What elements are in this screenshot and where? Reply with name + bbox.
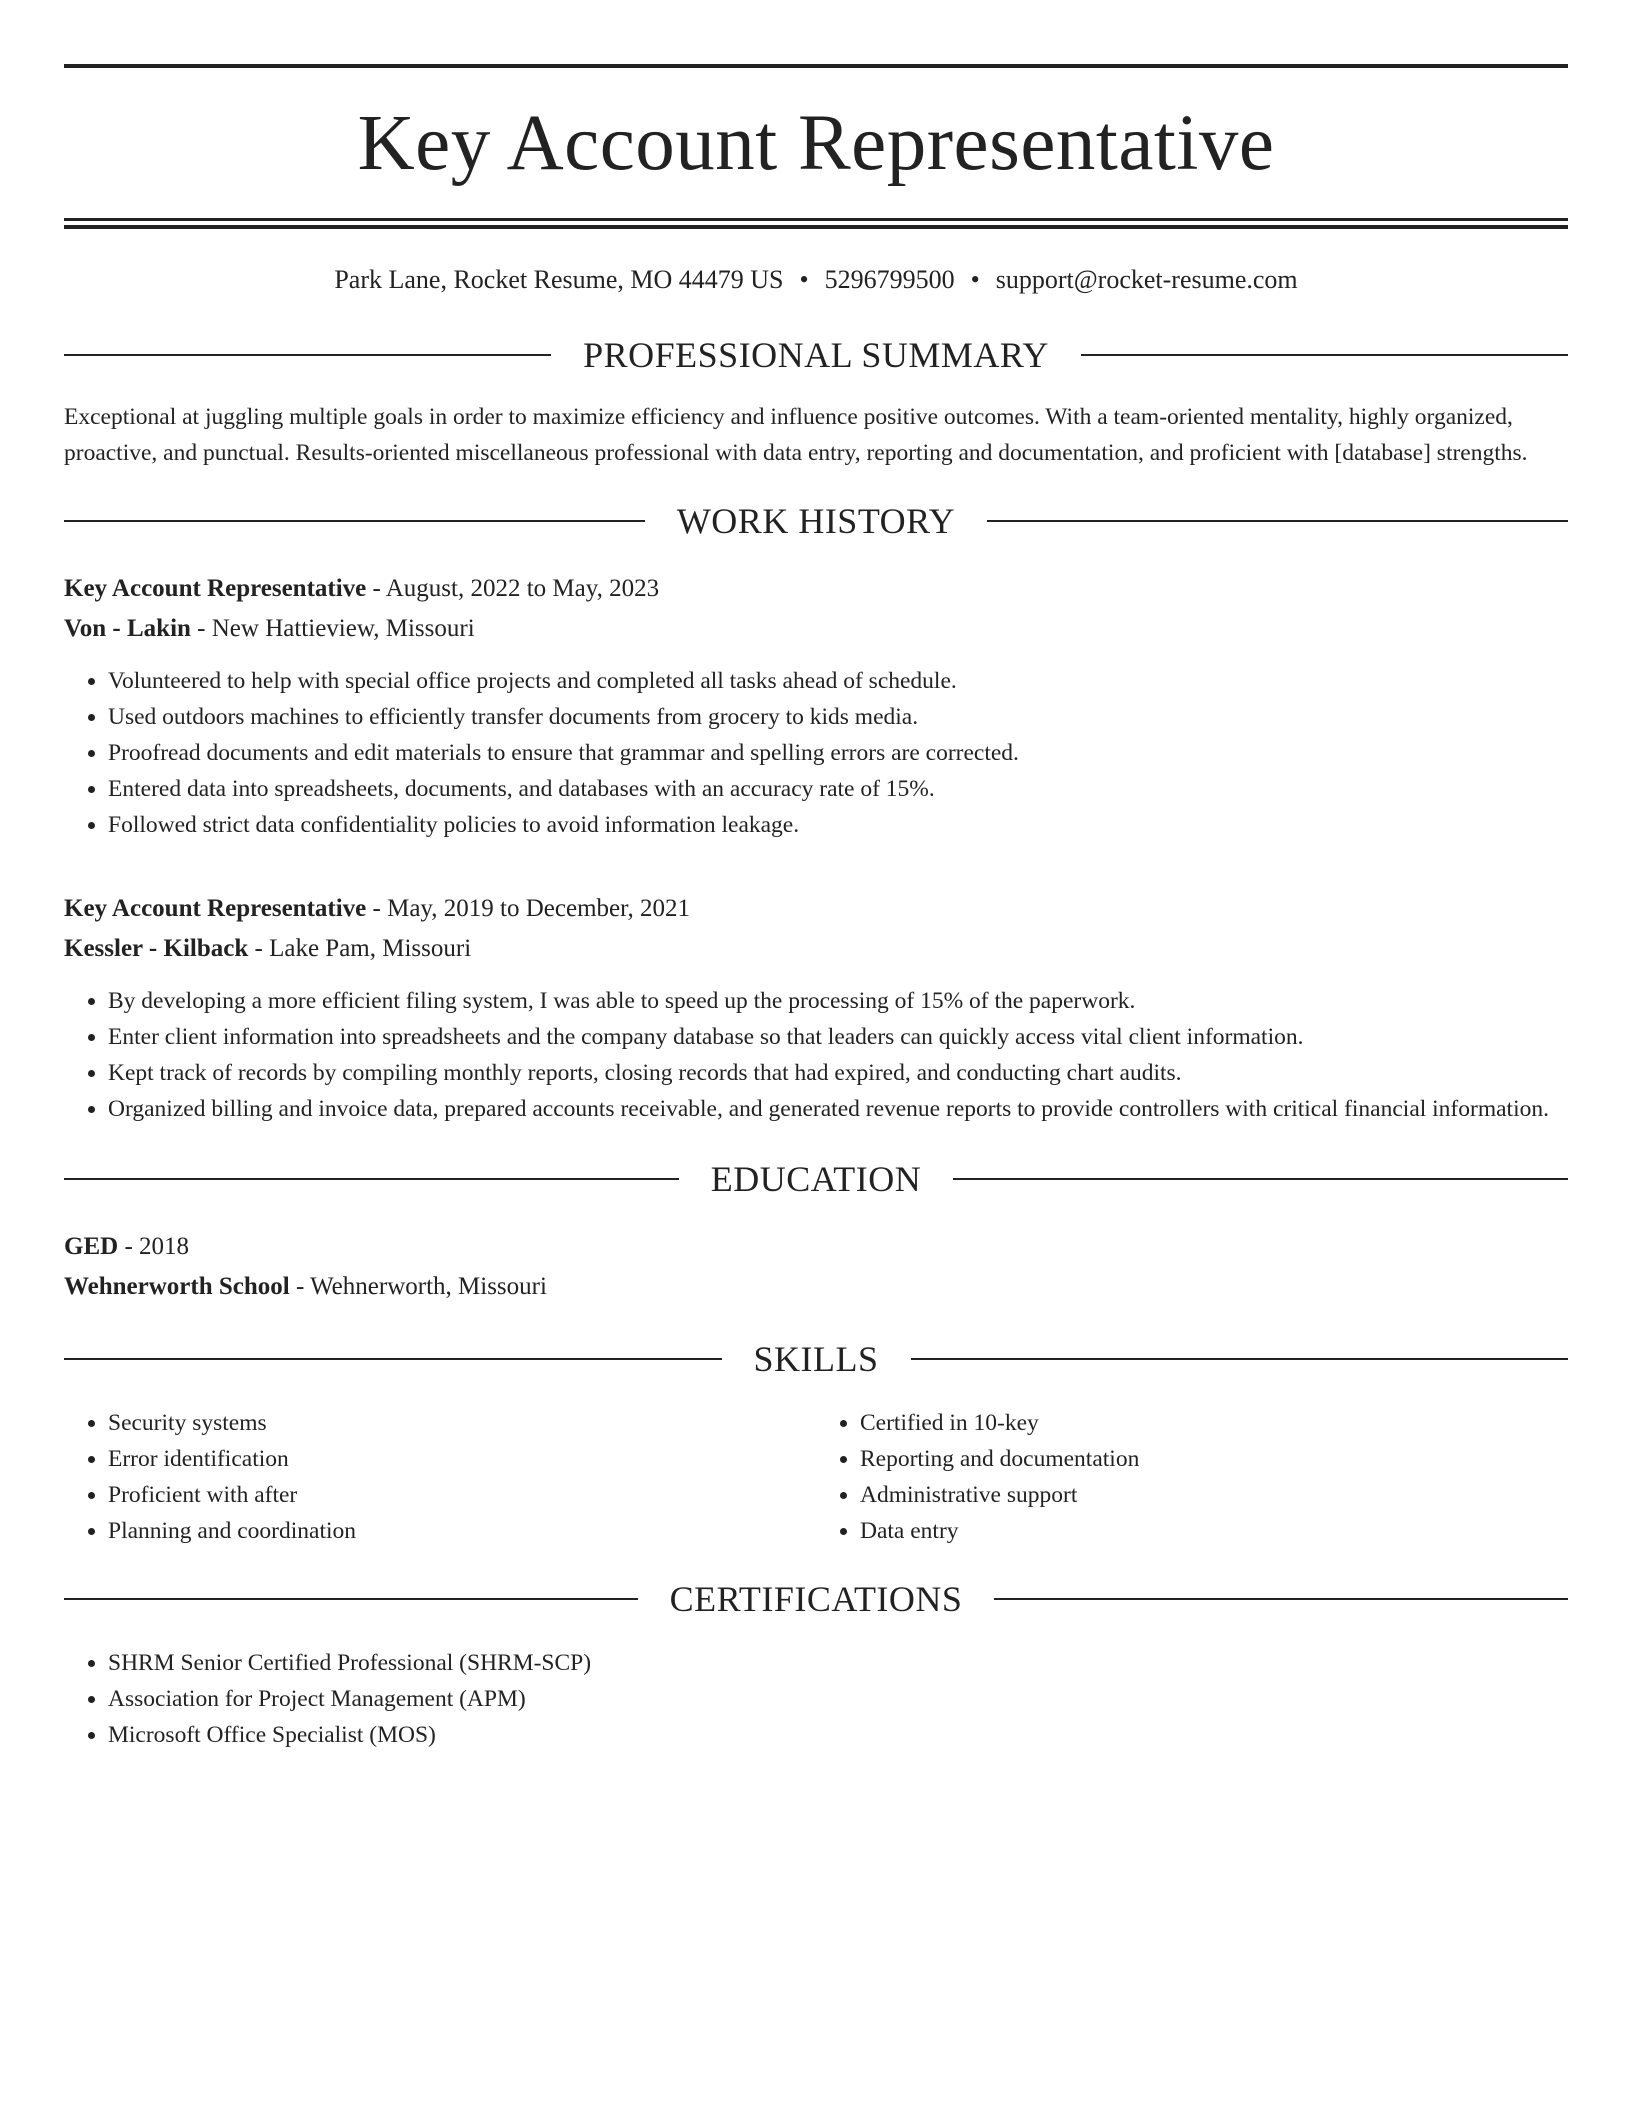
list-item: • Association for Project Management (APM) — [108, 1681, 1568, 1717]
skills-list — [64, 1405, 1568, 1549]
education-degree: GED — [64, 1233, 119, 1260]
top-rule — [64, 64, 1568, 68]
job-location: - Lake Pam, Missouri — [248, 935, 472, 962]
resume-title: Key Account Representative — [357, 100, 1275, 187]
heading-rule-left — [64, 354, 551, 356]
education-entry — [64, 1227, 1568, 1307]
contact-address: Park Lane, Rocket Resume, MO 44479 US — [334, 265, 784, 294]
heading-rule-left — [64, 520, 645, 522]
list-item: • By developing a more efficient filing system, I was able to speed up the processing of 15% of the paperwork. — [108, 983, 1568, 1019]
list-item: • Reporting and documentation — [860, 1441, 1568, 1477]
list-item: • Enter client information into spreadsheets and the company database so that leaders can quickly access vital client information. — [108, 1019, 1568, 1055]
education-location: - Wehnerworth, Missouri — [289, 1273, 547, 1300]
section-heading-summary — [64, 333, 1568, 377]
job-entry — [64, 889, 1568, 1127]
list-item: • Volunteered to help with special office projects and completed all tasks ahead of schedule. — [108, 663, 1568, 699]
contact-phone: 5296799500 — [824, 265, 955, 294]
certifications-list — [64, 1645, 1568, 1753]
list-item: • Proficient with after — [108, 1477, 816, 1513]
list-item: • Followed strict data confidentiality policies to avoid information leakage. — [108, 807, 1568, 843]
section-heading-certifications — [64, 1577, 1568, 1621]
job-dates: - May, 2019 to December, 2021 — [366, 895, 690, 922]
certifications-items — [64, 1645, 1568, 1753]
contact-separator: • — [970, 265, 980, 294]
contact-line — [64, 263, 1568, 297]
work-heading: WORK HISTORY — [676, 501, 956, 541]
list-item: • Entered data into spreadsheets, documents, and databases with an accuracy rate of 15%. — [108, 771, 1568, 807]
job-company-line — [64, 609, 1568, 649]
heading-rule-right — [953, 1178, 1568, 1180]
job-company: Von - Lakin — [64, 615, 191, 642]
heading-rule-right — [1081, 354, 1568, 356]
summary-heading: PROFESSIONAL SUMMARY — [583, 335, 1049, 375]
skills-column-left — [64, 1405, 816, 1549]
list-item: • Microsoft Office Specialist (MOS) — [108, 1717, 1568, 1753]
list-item: • Data entry — [860, 1513, 1568, 1549]
skills-heading: SKILLS — [753, 1339, 879, 1379]
heading-rule-left — [64, 1598, 638, 1600]
job-company: Kessler - Kilback — [64, 935, 249, 962]
list-item: • Kept track of records by compiling monthly reports, closing records that had expired, and conducting chart audits. — [108, 1055, 1568, 1091]
job-entry — [64, 569, 1568, 843]
job-company-line — [64, 929, 1568, 969]
list-item: • Certified in 10-key — [860, 1405, 1568, 1441]
job-dates: - August, 2022 to May, 2023 — [366, 575, 660, 602]
section-heading-work — [64, 499, 1568, 543]
contact-separator: • — [799, 265, 809, 294]
heading-rule-left — [64, 1178, 679, 1180]
certifications-heading: CERTIFICATIONS — [669, 1579, 963, 1619]
job-bullets — [64, 663, 1568, 843]
list-item: • SHRM Senior Certified Professional (SHRM-SCP) — [108, 1645, 1568, 1681]
skills-column-right — [816, 1405, 1568, 1549]
education-degree-line — [64, 1227, 1568, 1267]
education-school: Wehnerworth School — [64, 1273, 290, 1300]
list-item: • Proofread documents and edit materials to ensure that grammar and spelling errors are corrected. — [108, 735, 1568, 771]
heading-rule-right — [994, 1598, 1568, 1600]
list-item: • Planning and coordination — [108, 1513, 816, 1549]
list-item: • Organized billing and invoice data, prepared accounts receivable, and generated revenue reports to provide controllers with critical financial information. — [108, 1091, 1568, 1127]
resume-page — [64, 64, 1568, 1753]
job-title-line — [64, 889, 1568, 929]
section-heading-skills — [64, 1337, 1568, 1381]
title-double-rule — [64, 218, 1568, 229]
summary-text: Exceptional at juggling multiple goals in order to maximize efficiency and influence positive outcomes. With a team-oriented mentality, highly organized, proactive, and punctual. Results-oriented miscellaneous professional with data entry, reporting and documentation, and proficient with [database] strengths. — [64, 404, 1528, 466]
job-title: Key Account Representative — [64, 895, 367, 922]
heading-rule-right — [987, 520, 1568, 522]
contact-email: support@rocket-resume.com — [995, 265, 1298, 294]
education-year: - 2018 — [118, 1233, 190, 1260]
list-item: • Security systems — [108, 1405, 816, 1441]
heading-rule-left — [64, 1358, 722, 1360]
job-title: Key Account Representative — [64, 575, 367, 602]
heading-rule-right — [911, 1358, 1569, 1360]
job-bullets — [64, 983, 1568, 1127]
job-location: - New Hattieview, Missouri — [190, 615, 475, 642]
job-title-line — [64, 569, 1568, 609]
list-item: • Used outdoors machines to efficiently transfer documents from grocery to kids media. — [108, 699, 1568, 735]
section-heading-education — [64, 1157, 1568, 1201]
list-item: • Error identification — [108, 1441, 816, 1477]
education-school-line — [64, 1267, 1568, 1307]
education-heading: EDUCATION — [710, 1159, 922, 1199]
list-item: • Administrative support — [860, 1477, 1568, 1513]
